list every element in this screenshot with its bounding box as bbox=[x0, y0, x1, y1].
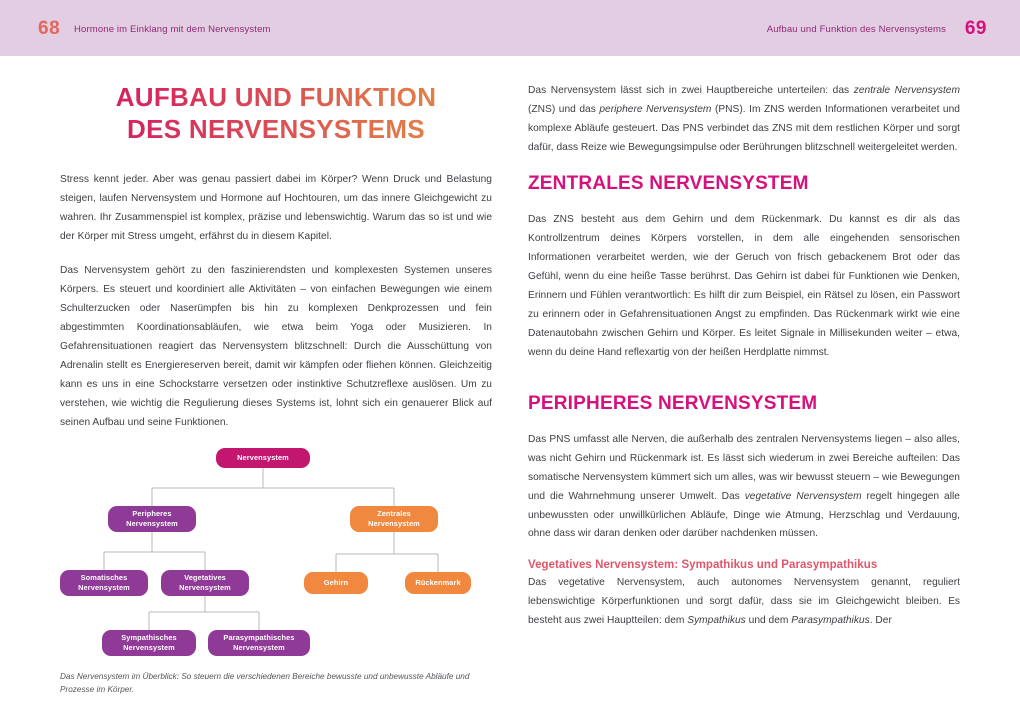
vegetative-text-part-2: und dem bbox=[745, 615, 792, 627]
diagram-node-label-line2: Nervensystem bbox=[179, 583, 231, 593]
diagram-node-label: Zentrales bbox=[377, 509, 411, 519]
diagram-node-label-line2: Nervensystem bbox=[78, 583, 130, 593]
diagram-node-label-line2: Nervensystem bbox=[123, 643, 175, 653]
diagram-node-central bbox=[350, 506, 438, 532]
figure-caption: Das Nervensystem im Überblick: So steuern die verschiedenen Bereiche bewusste und unbewusste Abläufe und Prozesse im Körper. bbox=[60, 672, 470, 695]
diagram-node-label: Somatisches bbox=[80, 573, 128, 583]
vegetative-text-part-3: . Der bbox=[869, 615, 892, 627]
chapter-title bbox=[60, 82, 492, 145]
term-vegetative-nervensystem: vegetative Nervensystem bbox=[744, 490, 862, 502]
heading-zentrales-nervensystem: ZENTRALES NERVENSYSTEM bbox=[528, 172, 809, 194]
intro-text-part-1: Das Nervensystem lässt sich in zwei Hauptbereiche unterteilen: das bbox=[528, 85, 854, 96]
right-column bbox=[528, 82, 960, 631]
heading-peripheres-nervensystem: PERIPHERES NERVENSYSTEM bbox=[528, 392, 818, 414]
diagram-node-somatic bbox=[60, 570, 148, 596]
pns-text-part-1: Das PNS umfasst alle Nerven, die außerhalb des zentralen Nervensystems liegen – also alles, was nicht Gehirn und Rückenmark ist. Es lässt sich wiederum in zwei Bereiche aufteilen: Das somatische Nervensystem kümmert sich um alles, was wir bewusst steuern – wie Bewegungen und die Wahrnehmung unserer Umwelt. Das bbox=[528, 433, 960, 502]
diagram-connector-lines bbox=[60, 448, 492, 660]
zns-paragraph: Das ZNS besteht aus dem Gehirn und dem Rückenmark. Du kannst es dir als das Kontrollzentrum deines Körpers vorstellen, in dem alle eingehenden sensorischen Informationen verarbeitet werden, wie der Geruch von frisch gebackenem Brot oder das Gefühl, wenn du eine heiße Tasse berührst. Das Gehirn ist dabei für Funktionen wie Denken, Erinnern und Fühlen verantwortlich: Es hilft dir zum Beispiel, ein Rätsel zu lösen, ein Passwort zu erinnern oder in Gefahrensituationen Angst zu empfinden. Das Rückenmark wirkt wie eine Datenautobahn zwischen Gehirn und Körper. Es leitet Signale in Millisekunden weiter – etwa, wenn du deine Hand reflexartig von der heißen Herdplatte nimmst. bbox=[528, 213, 960, 358]
diagram-node-parasympathetic bbox=[208, 630, 310, 656]
pns-paragraph bbox=[528, 431, 960, 545]
diagram-node-label-line2: Nervensystem bbox=[233, 643, 285, 653]
term-parasympathikus: Parasympathikus bbox=[791, 615, 870, 627]
nervous-system-overview-paragraph: Das Nervensystem gehört zu den faszinierendsten und komplexesten Systemen unseres Körpers. Es steuert und koordiniert alle Aktivitäten – von einfachen Bewegungen wie einem Schulterzucken oder Naserümpfen bis hin zu komplexen Denkprozessen und fein abgestimmten Koordinationsabläufen, wie etwa beim Yoga oder Musizieren. In Gefahrensituationen reagiert das Nervensystem blitzschnell: Durch die Ausschüttung von Adrenalin stellt es Energiereserven bereit, damit wir kämpfen oder fliehen können. Gleichzeitig kann es uns in eine Schockstarre versetzen oder instinktive Schutzreflexe auslösen. Um zu verstehen, wie wichtig die Regulierung dieses Systems ist, lohnt sich ein genauerer Blick auf seinen Aufbau und seine Funktionen. bbox=[60, 265, 492, 429]
term-sympathikus: Sympathikus bbox=[687, 615, 746, 627]
diagram-node-label: Parasympathisches bbox=[223, 633, 295, 643]
pns-text-part-2: regelt hingegen alle unbewussten oder unwillkürlichen Abläufe, Dinge wie Atmung, Herzschlag und Verdauung, ohne dass wir daran denken oder darüber nachdenken müssen. bbox=[528, 490, 960, 540]
vegetative-paragraph bbox=[528, 574, 960, 631]
diagram-node-peripheral bbox=[108, 506, 196, 532]
intro-paragraph: Stress kennt jeder. Aber was genau passiert dabei im Körper? Wenn Druck und Belastung steigen, laufen Nervensystem und Hormone auf Hochtouren, um das innere Gleichgewicht zu wahren. Ihr Zusammenspiel ist komplex, präzise und lebenswichtig. Warum das so ist und wie der Körper mit Stress umgeht, erfährst du in diesem Kapitel. bbox=[60, 174, 492, 243]
diagram-node-label: Sympathisches bbox=[121, 633, 177, 643]
diagram-node-spinal bbox=[405, 572, 471, 594]
intro-text-part-3: (PNS). Im ZNS werden Informationen verarbeitet und komplexe Abläufe gesteuert. Das PNS verbindet das ZNS mit dem restlichen Körper und sorgt dafür, dass Reize wie Bewegungsimpulse oder Berührungen blitzschnell weitergeleitet werden. bbox=[528, 103, 960, 153]
diagram-node-label: Gehirn bbox=[323, 578, 349, 588]
two-main-areas-paragraph bbox=[528, 82, 960, 158]
term-zentrale-nervensystem: zentrale Nervensystem bbox=[853, 85, 960, 96]
running-head-right: Aufbau und Funktion des Nervensystems bbox=[766, 24, 946, 35]
diagram-node-label: Peripheres bbox=[132, 509, 172, 519]
term-periphere-nervensystem: periphere Nervensystem bbox=[599, 103, 712, 115]
diagram-node-label: Nervensystem bbox=[237, 453, 289, 463]
chapter-title-line-1: AUFBAU UND FUNKTION bbox=[115, 82, 437, 112]
diagram-node-brain bbox=[304, 572, 368, 594]
diagram-node-vegetative bbox=[161, 570, 249, 596]
diagram-node-label: Vegetatives bbox=[184, 573, 226, 583]
diagram-node-sympathetic bbox=[102, 630, 196, 656]
left-column bbox=[60, 82, 492, 697]
page-number-right: 69 bbox=[964, 18, 987, 39]
diagram-node-root bbox=[216, 448, 310, 468]
diagram-node-label-line2: Nervensystem bbox=[126, 519, 178, 529]
diagram-node-label: Rückenmark bbox=[415, 578, 461, 588]
nervous-system-tree-diagram bbox=[60, 448, 492, 660]
subheading-vegetatives-nervensystem: Vegetatives Nervensystem: Sympathikus und Parasympathikus bbox=[528, 559, 878, 572]
running-head-left: Hormone im Einklang mit dem Nervensystem bbox=[74, 24, 271, 35]
intro-text-part-2: (ZNS) und das bbox=[528, 103, 600, 115]
diagram-node-label-line2: Nervensystem bbox=[368, 519, 420, 529]
chapter-title-line-2: DES NERVENSYSTEMS bbox=[127, 113, 425, 144]
page-number-left: 68 bbox=[38, 18, 61, 39]
vegetative-text-part-1: Das vegetative Nervensystem, auch autonomes Nervensystem genannt, reguliert lebenswichtige Körperfunktionen und sorgt dafür, dass sie im Gleichgewicht bleiben. Es besteht aus zwei Hauptteilen: dem bbox=[528, 577, 960, 627]
